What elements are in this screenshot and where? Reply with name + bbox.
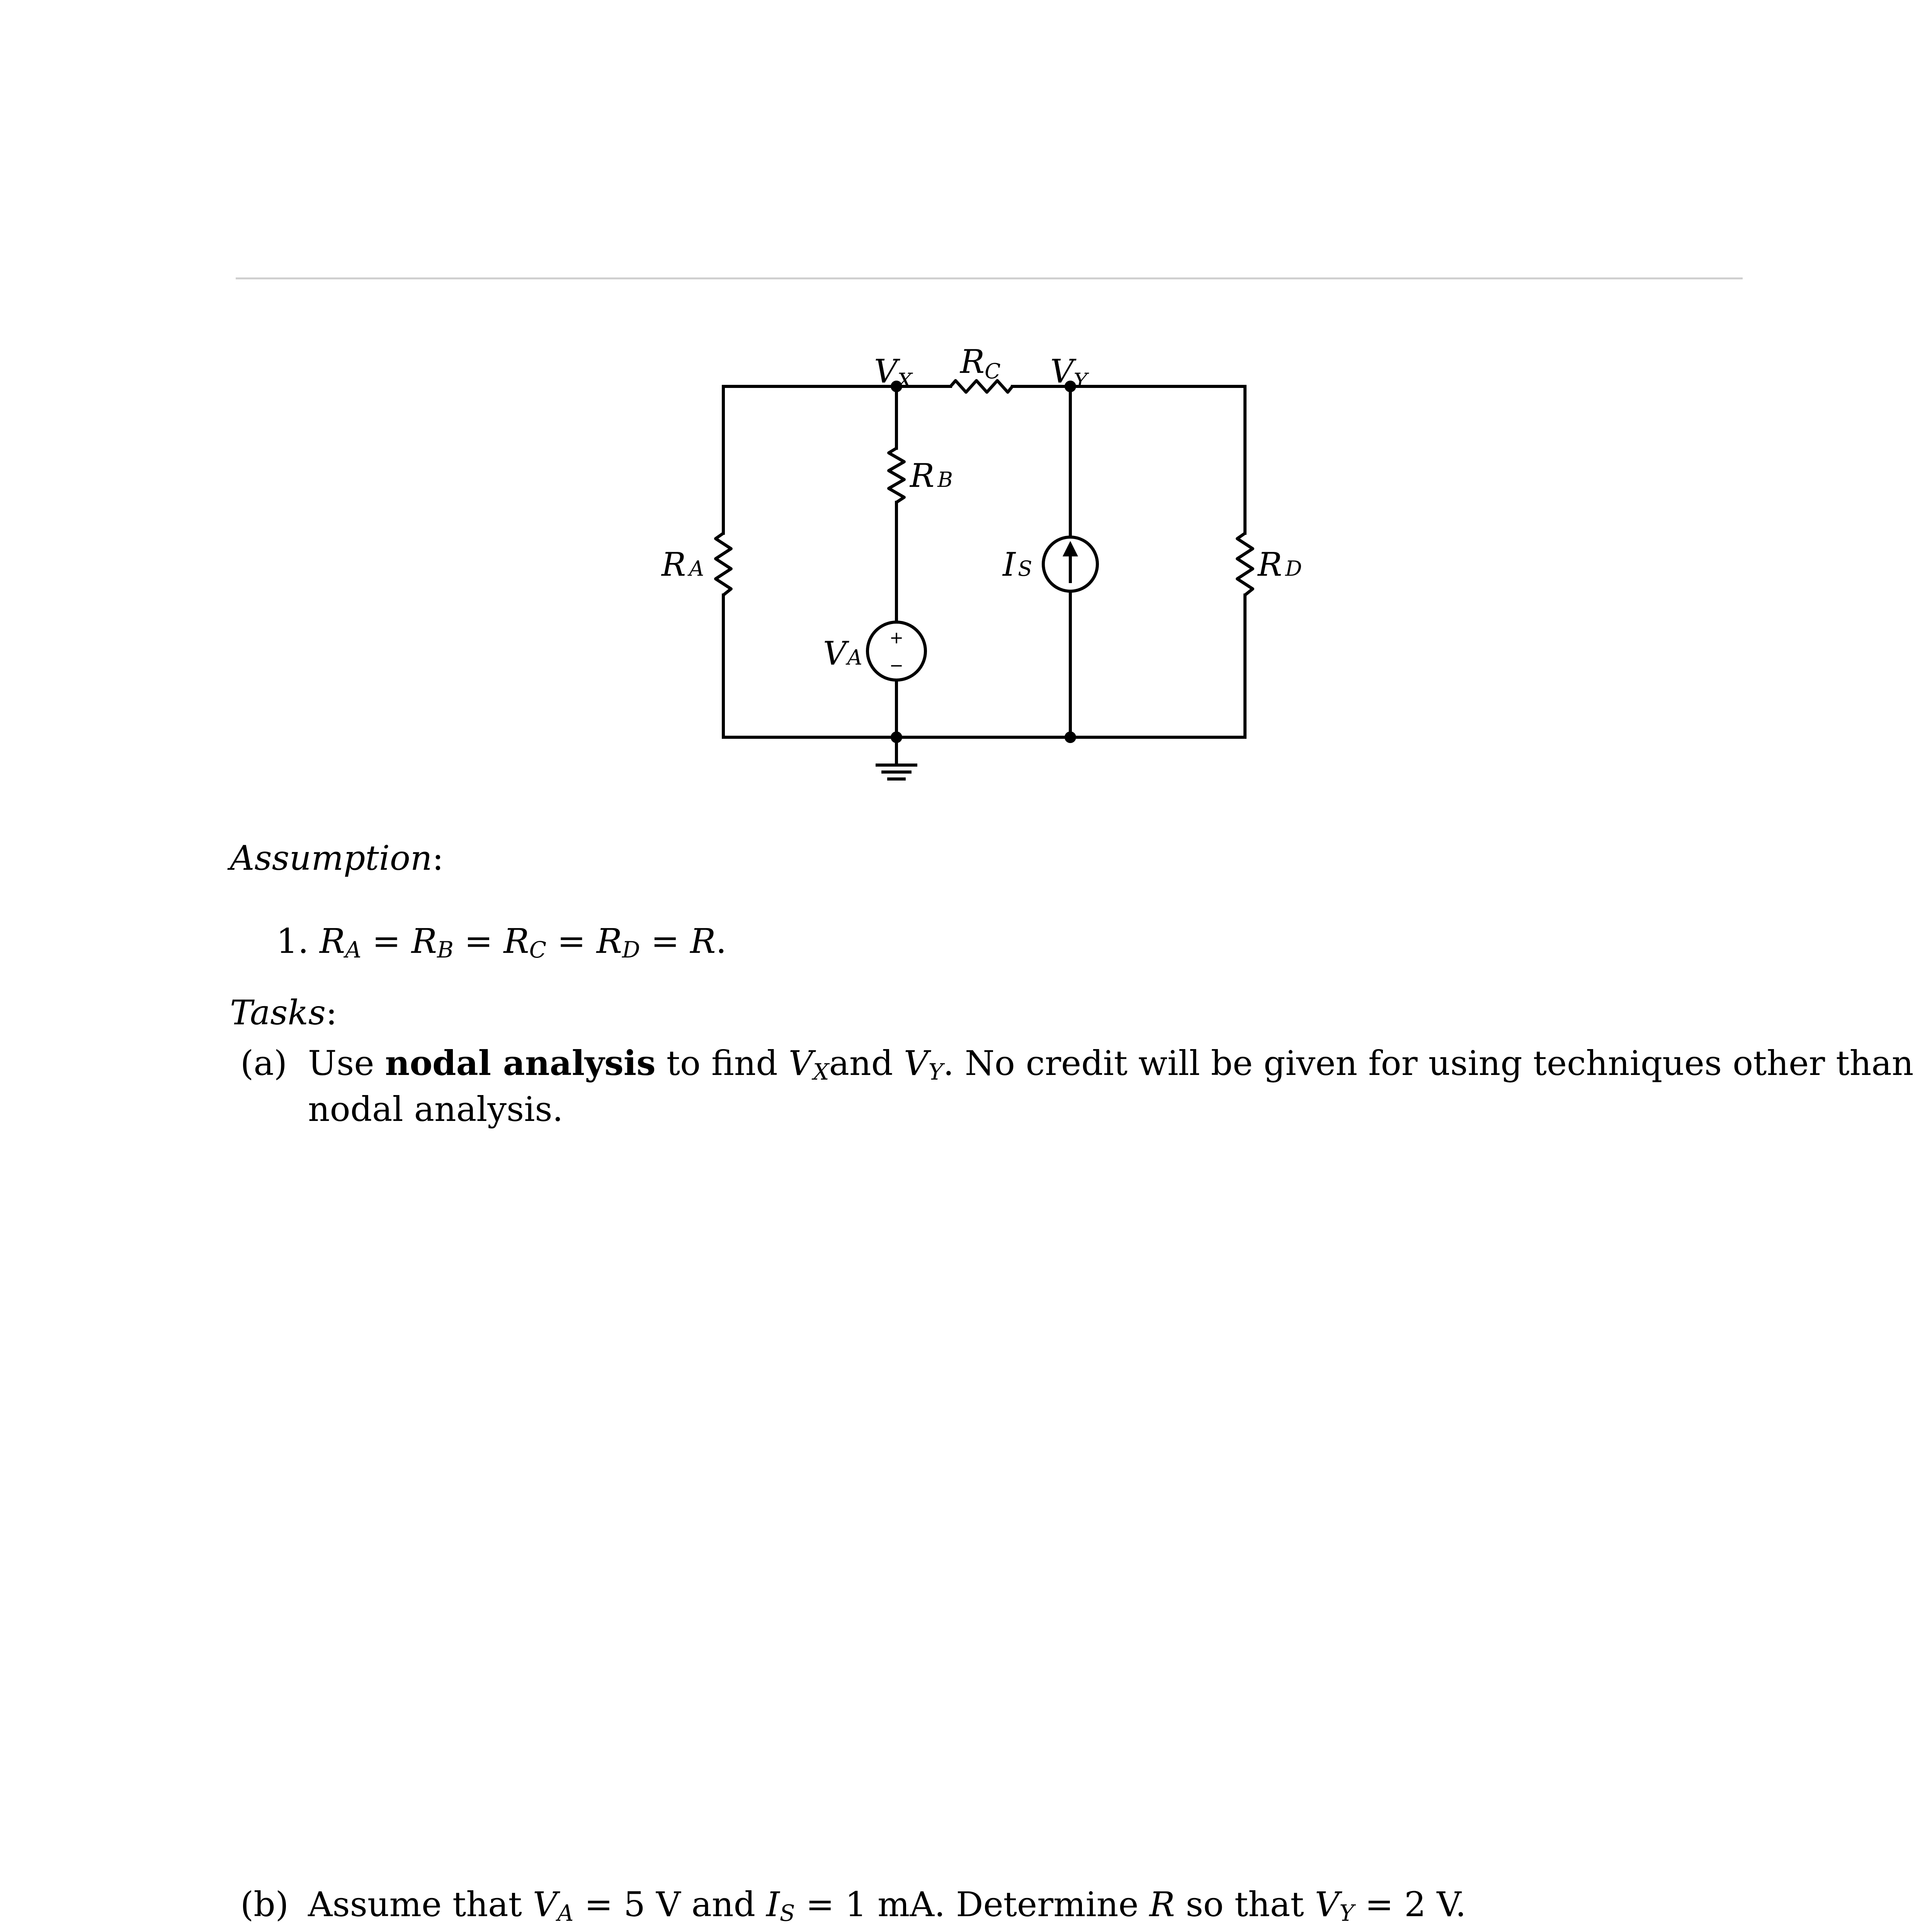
circuit-diagram — [0, 0, 1932, 811]
tasks-heading-text: Tasks — [230, 993, 326, 1032]
label-va: VA — [823, 634, 862, 672]
resistor-rd — [1237, 533, 1253, 595]
assumption-item-1: 1. $R_A = R_B = R_C = R_D = R$. — [276, 921, 727, 963]
node-bottom-right — [1065, 731, 1076, 743]
label-rc: RC — [960, 343, 1001, 383]
task-a-line-1: (a) Use nodal analysis to find $V_Xand$ $V_Y$. No credit will be given for using techniques other than — [240, 1040, 1913, 1086]
current-arrow-head — [1063, 541, 1078, 556]
label-ra: R A — [662, 546, 704, 583]
label-is: I S — [1003, 546, 1032, 583]
task-a-line-2: nodal analysis. — [308, 1089, 563, 1129]
task-b-line: (b) Assume that $V_A = 5$ V and $I_S = 1$ mA. Determine R so that $V_Y = 2$ V. — [240, 1882, 1466, 1927]
label-vx: VX — [874, 352, 913, 393]
assumption-heading-colon: : — [432, 838, 444, 878]
label-rb: R B — [910, 457, 953, 495]
va-minus-sign: − — [889, 656, 904, 675]
assumption-heading — [230, 835, 444, 881]
task-b-label: (b) — [240, 1884, 289, 1924]
task-a-bold: nodal analysis — [385, 1043, 656, 1083]
node-ground — [891, 731, 902, 743]
resistor-rc — [951, 381, 1012, 392]
task-a-label: (a) — [240, 1043, 287, 1083]
label-rd: R D — [1258, 546, 1302, 583]
resistor-rb — [889, 448, 904, 502]
label-vy: VY — [1050, 352, 1088, 393]
va-plus-sign: + — [889, 628, 904, 648]
assumption-item-number: 1. — [276, 921, 309, 961]
tasks-heading-colon: : — [325, 993, 337, 1032]
assumption-heading-text: Assumption — [230, 838, 432, 878]
resistor-ra — [716, 533, 731, 595]
tasks-heading — [230, 990, 337, 1036]
